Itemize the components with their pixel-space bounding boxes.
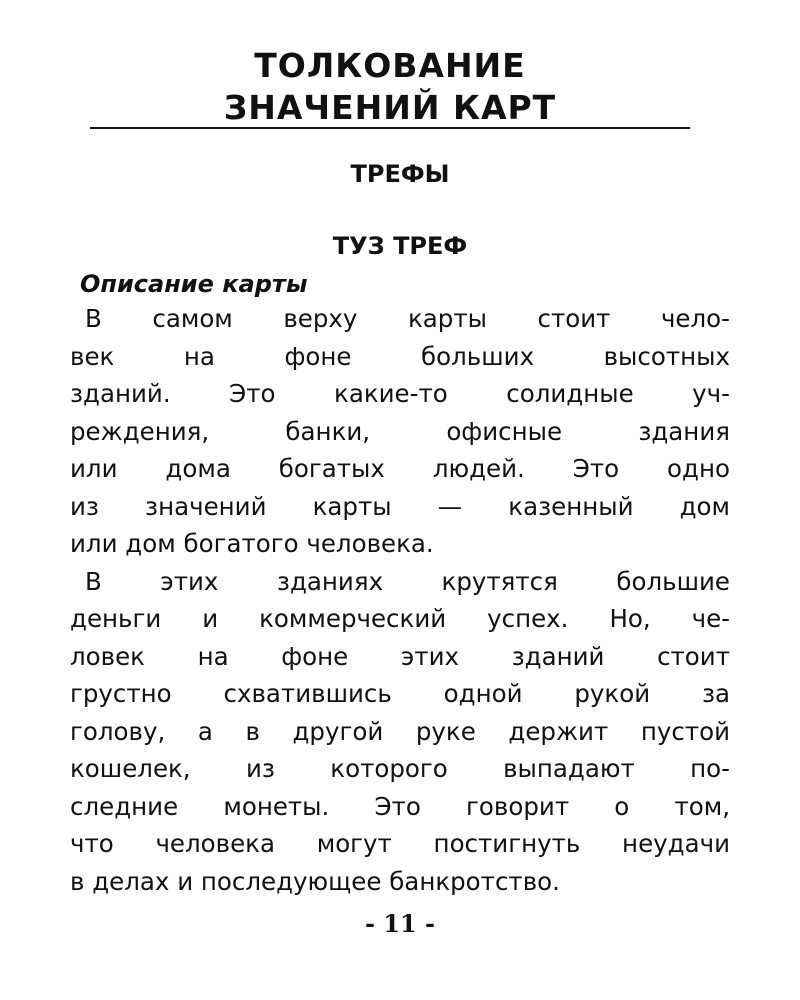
text-line: зданий. Это какие-то солидные уч-: [70, 379, 730, 408]
text-line: век на фоне больших высотных: [70, 341, 730, 371]
text-line: в делах и последующее банкротство.: [70, 866, 560, 896]
page-number: - 11 -: [364, 909, 436, 938]
page-title-line-1: ТОЛКОВАНИЕ: [254, 46, 526, 85]
text-line: или дома богатых людей. Это одно: [70, 454, 730, 483]
body-text: [70, 300, 730, 900]
text-line: голову, а в другой руке держит пустой: [70, 716, 730, 746]
text-line: кошелек, из которого выпадают по-: [70, 754, 730, 783]
card-title: ТУЗ ТРЕФ: [332, 232, 468, 260]
text-line: что человека могут постигнуть неудачи: [70, 829, 730, 858]
card-description-heading: Описание карты: [80, 270, 308, 298]
text-line: из значений карты — казенный дом: [70, 491, 730, 521]
text-line: В этих зданиях крутятся большие: [85, 566, 730, 596]
page-title: [90, 45, 690, 129]
text-line: В самом верху карты стоит чело-: [85, 304, 730, 333]
page-title-line-2: ЗНАЧЕНИЙ КАРТ: [223, 88, 557, 127]
text-line: следние монеты. Это говорит о том,: [70, 791, 730, 821]
paragraph-2: [70, 563, 730, 901]
text-line: реждения, банки, офисные здания: [70, 416, 730, 446]
section-title: ТРЕФЫ: [350, 160, 450, 188]
text-line: деньги и коммерческий успех. Но, че-: [70, 604, 730, 633]
title-divider: [90, 127, 690, 129]
text-line: или дом богатого человека.: [70, 529, 434, 558]
text-line: грустно схватившись одной рукой за: [70, 679, 730, 708]
paragraph-1: [70, 300, 730, 563]
text-line: ловек на фоне этих зданий стоит: [70, 641, 730, 671]
